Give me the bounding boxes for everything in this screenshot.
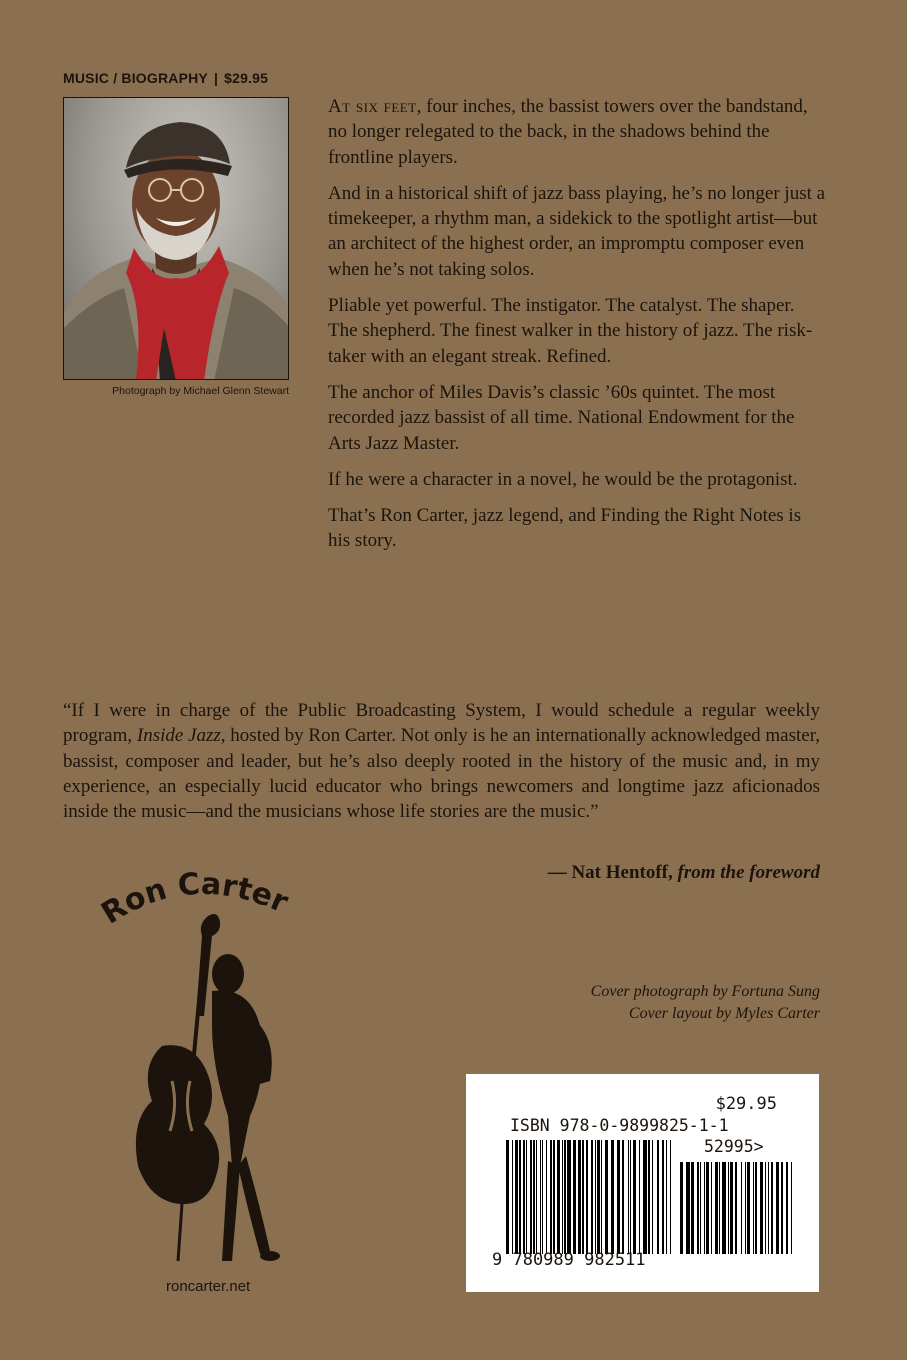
barcode-bar xyxy=(755,1162,757,1254)
barcode-bar xyxy=(506,1140,509,1254)
barcode-bar xyxy=(730,1162,733,1254)
barcode-bar xyxy=(628,1140,629,1254)
blurb-paragraph: That’s Ron Carter, jazz legend, and Finding the Right Notes is his story. xyxy=(328,505,802,552)
barcode-bar xyxy=(760,1162,763,1254)
barcode-bar xyxy=(657,1140,659,1254)
barcode-bar xyxy=(611,1140,614,1254)
barcode-digits: 9 780989 982511 xyxy=(492,1250,646,1270)
barcode-bar xyxy=(519,1140,521,1254)
bassist-silhouette-icon xyxy=(100,866,330,1276)
barcode-bar xyxy=(765,1162,766,1254)
barcode-bar xyxy=(776,1162,779,1254)
barcode-addon-number: 52995> xyxy=(704,1137,764,1156)
category-separator: | xyxy=(213,70,219,86)
blurb-paragraph: And in a historical shift of jazz bass playing, he’s no longer just a timekeeper, a rhythm man, a sidekick to the spotlight artist—but an architect of the highest order, an impromptu composer even when he’s not taking solos. xyxy=(328,182,826,280)
cover-layout-credit: Cover layout by Myles Carter xyxy=(628,1005,820,1022)
barcode-bar xyxy=(557,1140,560,1254)
barcode-bar xyxy=(768,1162,769,1254)
barcode-bar xyxy=(691,1162,694,1254)
barcode-bar xyxy=(680,1162,683,1254)
barcode-bar xyxy=(747,1162,750,1254)
barcode-bar xyxy=(550,1140,552,1254)
barcode-bar xyxy=(697,1162,699,1254)
barcode-bar xyxy=(706,1162,709,1254)
barcode-bar xyxy=(786,1162,788,1254)
barcode-bar xyxy=(578,1140,581,1254)
barcode-bar xyxy=(586,1140,588,1254)
barcode-bar xyxy=(666,1140,667,1254)
isbn-barcode-panel xyxy=(466,1074,819,1292)
barcode-bar xyxy=(622,1140,624,1254)
author-photo xyxy=(63,97,289,380)
barcode-bar xyxy=(523,1140,525,1254)
price-label: $29.95 xyxy=(224,70,269,86)
cover-photo-credit: Cover photograph by Fortuna Sung xyxy=(590,983,820,1000)
barcode-bar xyxy=(540,1140,541,1254)
back-cover-blurb xyxy=(328,94,828,565)
barcode-bar xyxy=(686,1162,690,1254)
barcode-bar xyxy=(542,1140,543,1254)
barcode-bar xyxy=(515,1140,518,1254)
barcode-bar xyxy=(735,1162,737,1254)
blurb-lead-in: At six feet xyxy=(328,96,417,117)
barcode-bar xyxy=(591,1140,593,1254)
barcode-bar xyxy=(781,1162,783,1254)
barcode-bar xyxy=(582,1140,584,1254)
barcode-bar xyxy=(662,1140,664,1254)
barcode-bar xyxy=(630,1140,631,1254)
barcode-bar xyxy=(643,1140,647,1254)
barcode-bar xyxy=(633,1140,636,1254)
barcode-bar xyxy=(553,1140,555,1254)
barcode-price: $29.95 xyxy=(715,1094,777,1114)
barcode-bar xyxy=(564,1140,566,1254)
blurb-paragraph: Pliable yet powerful. The instigator. The catalyst. The shaper. The shepherd. The finest walker in the history of jazz. The risk-taker with an elegant streak. Refined. xyxy=(328,295,813,367)
category-price-line xyxy=(63,70,268,86)
svg-text:Ron Carter xyxy=(100,867,293,932)
barcode-bar xyxy=(546,1140,547,1254)
barcode-bar xyxy=(533,1140,535,1254)
logo-text: on Carter xyxy=(118,866,293,921)
barcode-bar xyxy=(595,1140,596,1254)
website-link[interactable]: roncarter.net xyxy=(166,1278,251,1295)
category-label: MUSIC / BIOGRAPHY xyxy=(63,70,208,86)
isbn-number: ISBN 978-0-9899825-1-1 xyxy=(510,1116,729,1135)
barcode-bar xyxy=(741,1162,742,1254)
photo-credit: Photograph by Michael Glenn Stewart xyxy=(112,385,289,397)
barcode-bar xyxy=(526,1140,527,1254)
barcode-bar xyxy=(745,1162,746,1254)
barcode-bar xyxy=(722,1162,726,1254)
cover-credits xyxy=(591,981,820,1025)
barcode-bar xyxy=(536,1140,537,1254)
barcode-bar xyxy=(601,1140,602,1254)
barcode-bar xyxy=(670,1140,671,1254)
author-portrait-illustration xyxy=(64,98,289,380)
ron-carter-logo xyxy=(100,866,330,1276)
barcode-bar xyxy=(715,1162,718,1254)
barcode-bar xyxy=(771,1162,773,1254)
blurb-paragraph: If he were a character in a novel, he would be the protagonist. xyxy=(328,468,798,490)
barcode-bar xyxy=(562,1140,563,1254)
barcode-bar xyxy=(617,1140,620,1254)
barcode-bar xyxy=(704,1162,705,1254)
barcode-bar xyxy=(728,1162,729,1254)
barcode-bar xyxy=(573,1140,576,1254)
barcode-bar xyxy=(791,1162,792,1254)
barcode-bar xyxy=(567,1140,571,1254)
barcode-bar xyxy=(512,1140,513,1254)
barcode-bar xyxy=(719,1162,720,1254)
barcode-bar xyxy=(652,1140,653,1254)
blurb-paragraph: At six feet, four inches, the bassist towers over the bandstand, no longer relegated to the back, in the shadows behind the frontline players. xyxy=(328,96,808,168)
barcode-bar xyxy=(648,1140,650,1254)
quote-attribution: — Nat Hentoff, from the foreword xyxy=(547,862,820,883)
barcode-bar xyxy=(597,1140,600,1254)
barcode-bar xyxy=(530,1140,532,1254)
endorsement-quote: “If I were in charge of the Public Broadcasting System, I would schedule a regular weekly program, Inside Jazz, hosted by Ron Carter. Not only is he an internationally acknowledged master, bassist, composer and leader, but he’s also deeply rooted in the history of the music and, in my experience, an especially lucid educator who brings newcomers and longtime jazz aficionados inside the music—and the musicians whose life stories are the music.” xyxy=(63,700,821,823)
barcode-bar xyxy=(753,1162,754,1254)
barcode-bar xyxy=(700,1162,701,1254)
barcode-bar xyxy=(711,1162,712,1254)
barcode-bar xyxy=(605,1140,608,1254)
program-title: Inside Jazz xyxy=(136,725,221,747)
barcode-bar xyxy=(639,1140,640,1254)
blurb-paragraph: The anchor of Miles Davis’s classic ’60s quintet. The most recorded jazz bassist of all time. National Endowment for the Arts Jazz Master. xyxy=(328,381,795,454)
